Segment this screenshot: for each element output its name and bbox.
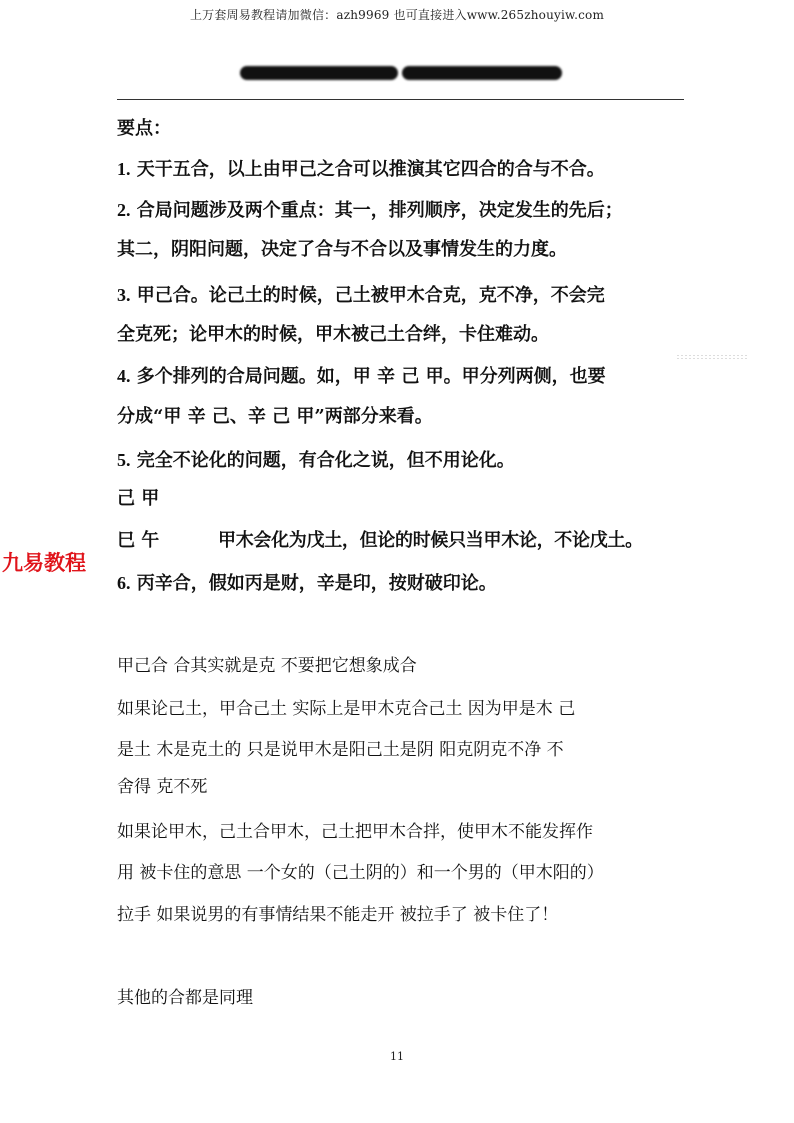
point-number: 3. <box>117 285 131 305</box>
header-note: 上万套周易教程请加微信：azh9969 也可直接进入www.265zhouyiw.com <box>189 8 605 22</box>
page-number: 11 <box>390 1050 404 1063</box>
chart-bottom-row: 巳 午 <box>117 530 160 551</box>
scan-dots <box>676 354 748 360</box>
point-text: 甲己合。论己土的时候，己土被甲木合克，克不净，不会完 <box>136 285 605 306</box>
point-1 <box>117 157 605 182</box>
note-line: 用 被卡住的意思 一个女的（己土阴的）和一个男的（甲木阳的） <box>117 863 604 883</box>
header-rule <box>117 99 684 100</box>
note-line: 舍得 克不死 <box>117 777 208 797</box>
point-3-cont: 全克死；论甲木的时候，甲木被己土合绊，卡住难动。 <box>117 324 549 345</box>
chart-note: 甲木会化为戊土，但论的时候只当甲木论，不论戊土。 <box>218 530 643 551</box>
point-text: 完全不论化的问题，有合化之说，但不用论化。 <box>136 450 515 471</box>
point-4-cont: 分成“甲 辛 己、辛 己 甲”两部分来看。 <box>117 406 433 427</box>
note-line: 拉手 如果说男的有事情结果不能走开 被拉手了 被卡住了！ <box>117 905 559 925</box>
point-3 <box>117 283 605 308</box>
section-heading: 要点： <box>117 118 171 139</box>
chart-top-row: 己 甲 <box>117 488 160 509</box>
note-line: 是土 木是克土的 只是说甲木是阳己土是阴 阳克阴克不净 不 <box>117 740 564 760</box>
note-line: 甲己合 合其实就是克 不要把它想象成合 <box>117 656 417 676</box>
point-5 <box>117 448 515 473</box>
point-number: 5. <box>117 450 131 470</box>
redacted-title-left <box>240 66 398 80</box>
point-text: 合局问题涉及两个重点：其一，排列顺序，决定发生的先后； <box>136 200 623 221</box>
watermark: 九易教程 <box>2 551 86 575</box>
note-line: 如果论己土，甲合己土 实际上是甲木克合己土 因为甲是木 己 <box>117 699 576 719</box>
closing-line: 其他的合都是同理 <box>117 988 253 1008</box>
point-number: 2. <box>117 200 131 220</box>
point-number: 4. <box>117 366 131 386</box>
point-text: 天干五合，以上由甲己之合可以推演其它四合的合与不合。 <box>136 159 605 180</box>
point-text: 丙辛合，假如丙是财，辛是印，按财破印论。 <box>136 573 497 594</box>
point-6 <box>117 571 497 596</box>
point-number: 6. <box>117 573 131 593</box>
redacted-title-right <box>402 66 562 80</box>
point-2-cont: 其二，阴阳问题，决定了合与不合以及事情发生的力度。 <box>117 239 567 260</box>
point-text: 多个排列的合局问题。如，甲 辛 己 甲。甲分列两侧，也要 <box>136 366 606 387</box>
point-4 <box>117 364 606 389</box>
point-number: 1. <box>117 159 131 179</box>
note-line: 如果论甲木，己土合甲木，己土把甲木合拌，使甲木不能发挥作 <box>117 822 593 842</box>
point-2 <box>117 198 623 223</box>
